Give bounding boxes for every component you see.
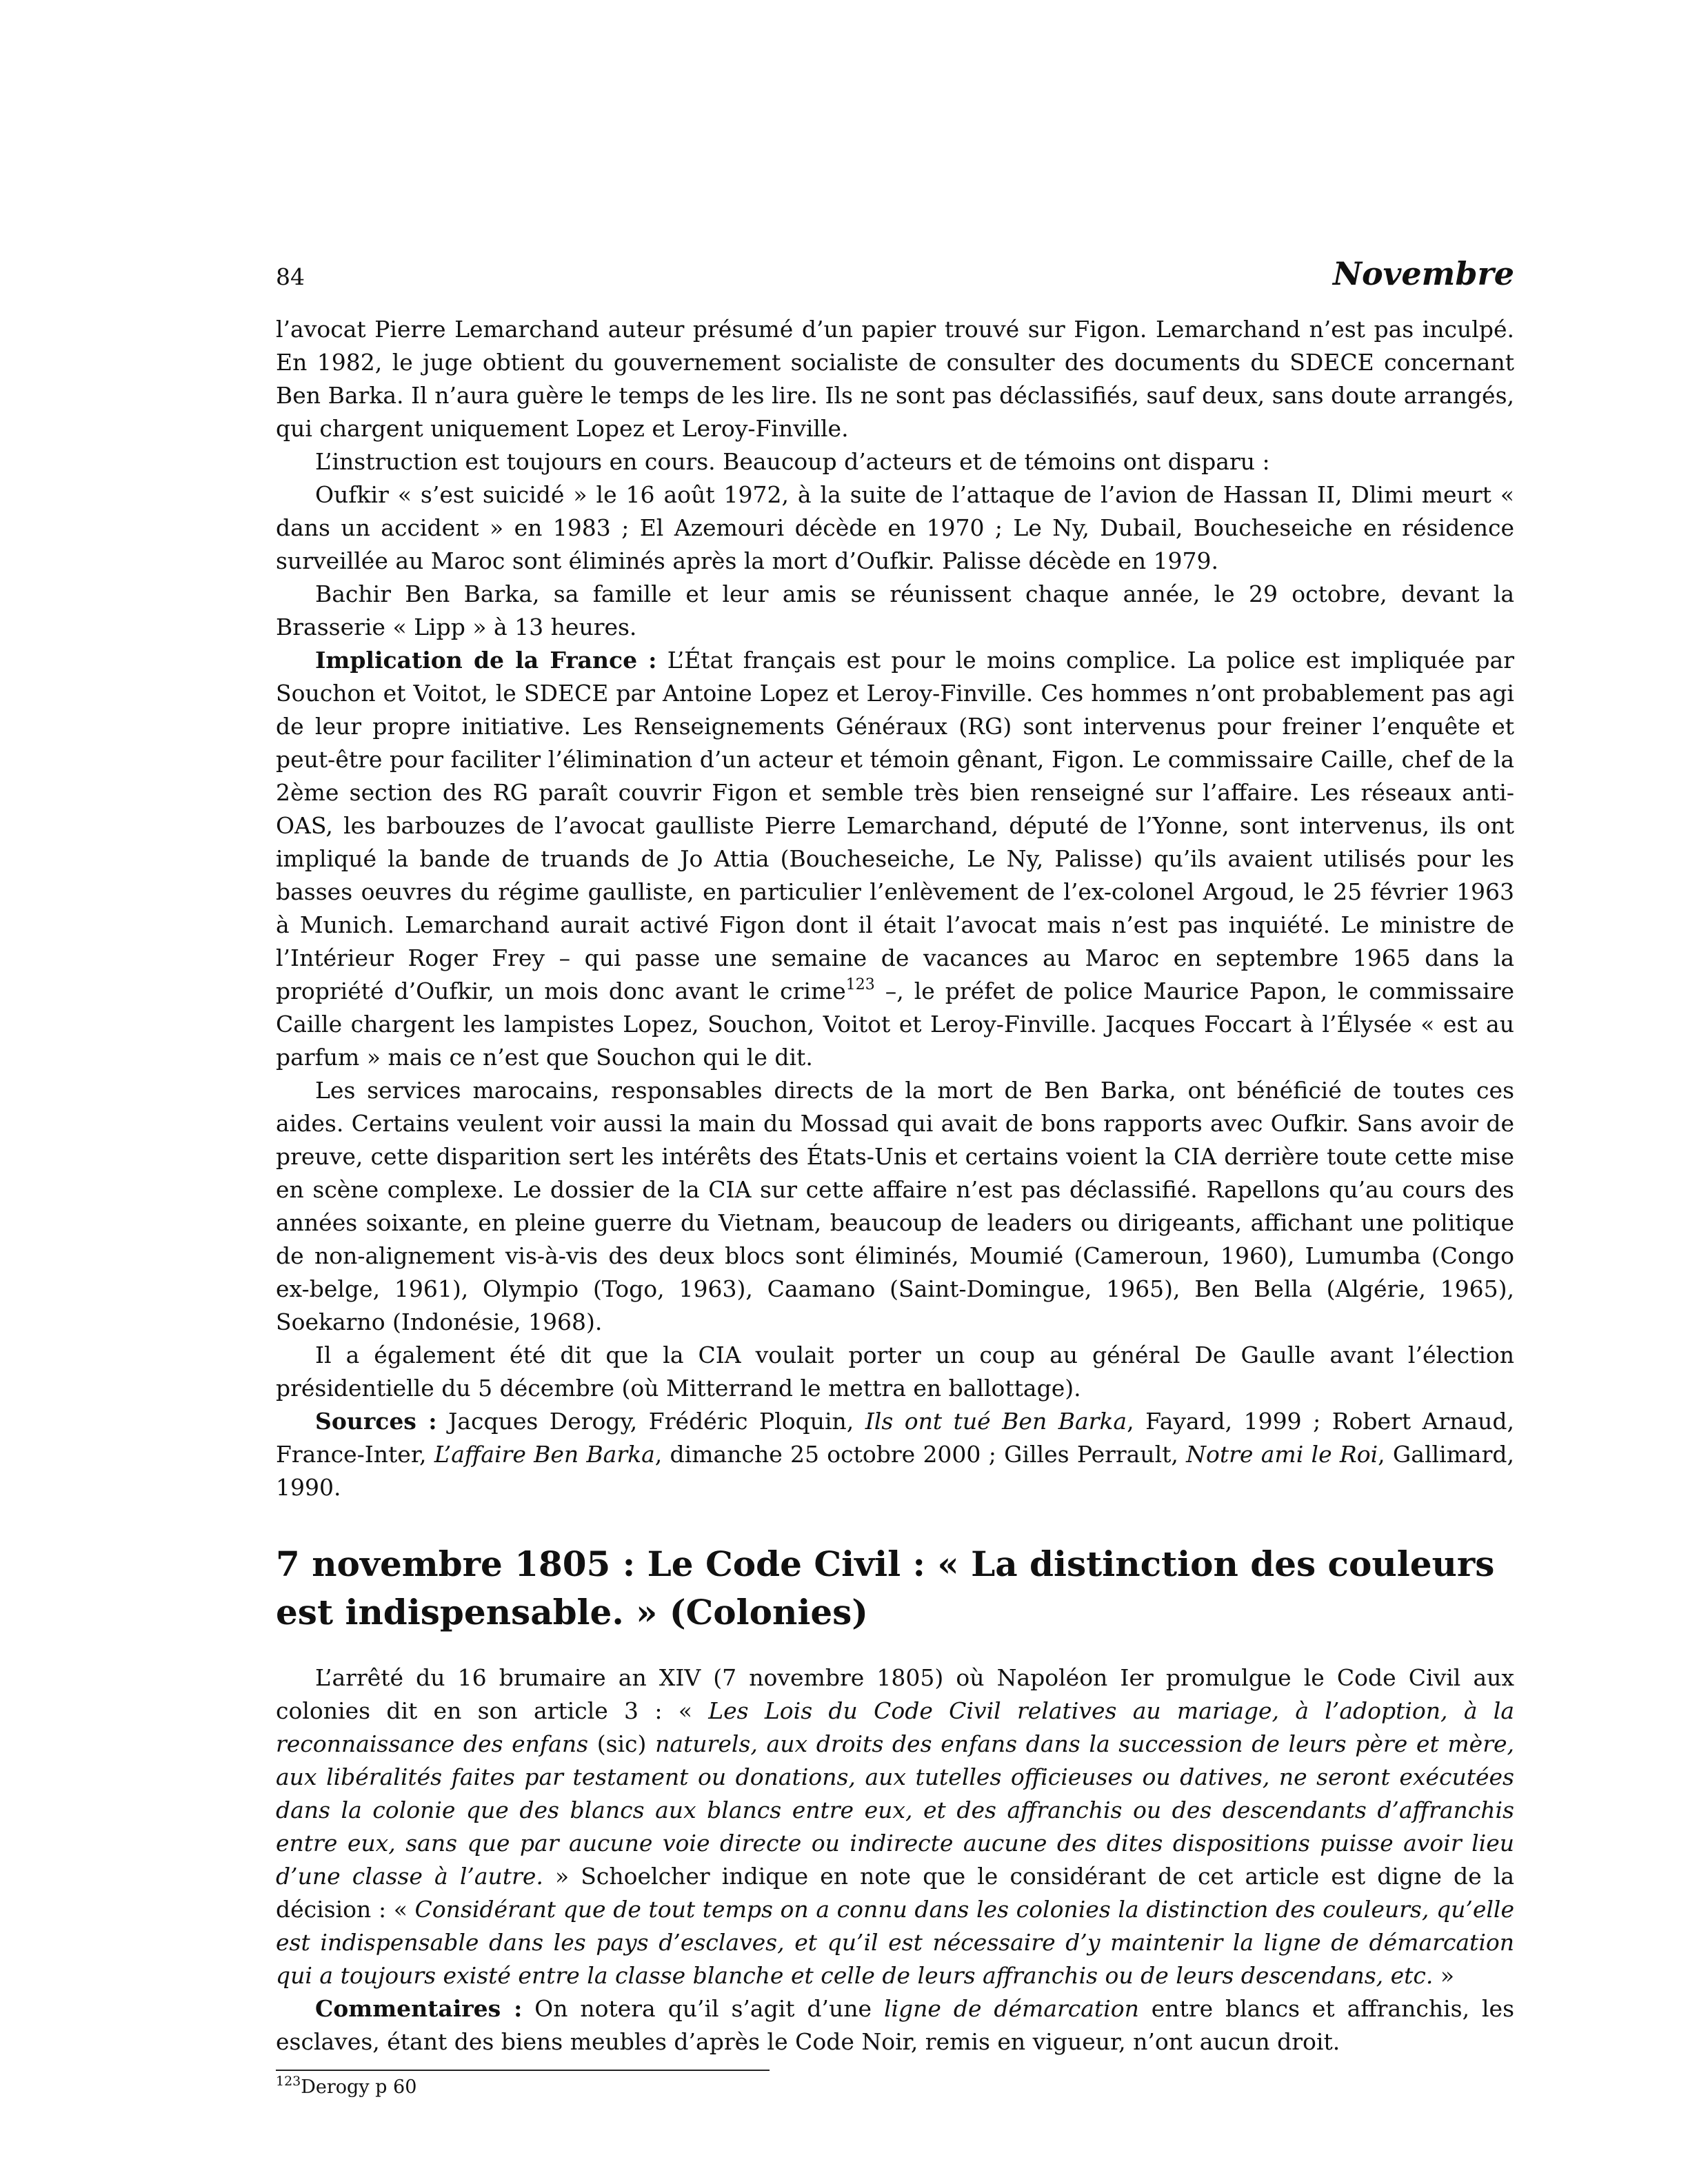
body-text bbox=[276, 313, 1514, 1504]
sources-text: , Gallimard, 1990. bbox=[276, 1441, 1514, 1501]
text-column bbox=[276, 255, 1514, 2059]
paragraph-text: entre blancs et affranchis, les esclaves, étant des biens meubles d’après le Code Noir, remis en vigueur, n’ont aucun droit. bbox=[276, 1995, 1515, 2055]
section-body bbox=[276, 1661, 1514, 2059]
sources-text: , dimanche 25 octobre 2000 ; Gilles Perrault, bbox=[654, 1441, 1187, 1468]
footnote bbox=[276, 2075, 1514, 2100]
paragraph-text: » bbox=[1433, 1962, 1455, 1989]
footnote-ref[interactable]: 123 bbox=[845, 976, 875, 993]
paragraph: l’avocat Pierre Lemarchand auteur présumé d’un papier trouvé sur Figon. Lemarchand n’est pas inculpé. En 1982, le juge obtient du gouvernement socialiste de consulter des documents du SDECE concernant Ben Barka. Il n’aura guère le temps de les lire. Ils ne sont pas déclassifiés, sauf deux, sans doute arrangés, qui chargent uniquement Lopez et Leroy-Finville. bbox=[276, 316, 1514, 442]
quoted-text: Les Lois du Code Civil relatives au mariage, à l’adoption, à la reconnaissance des enfans bbox=[276, 1697, 1515, 1757]
paragraph: Les services marocains, responsables directs de la mort de Ben Barka, ont bénéficié de toutes ces aides. Certains veulent voir aussi la main du Mossad qui avait de bons rapports avec Oufkir. Sans avoir de preuve, cette disparition sert les intérêts des États-Unis et certains voient la CIA derrière toute cette mise en scène complexe. Le dossier de la CIA sur cette affaire n’est pas déclassifié. Rapellons qu’au cours des années soixante, en pleine guerre du Vietnam, beaucoup de leaders ou dirigeants, affichant une politique de non-alignement vis-à-vis des deux blocs sont éliminés, Moumié (Cameroun, 1960), Lumumba (Congo ex-belge, 1961), Olympio (Togo, 1963), Caamano (Saint-Domingue, 1965), Ben Bella (Algérie, 1965), Soekarno (Indonésie, 1968). bbox=[276, 1077, 1514, 1335]
paragraph-implication bbox=[276, 644, 1514, 1074]
paragraph-text: L’État français est pour le moins complice. La police est impliquée par Souchon et Voitot, le SDECE par Antoine Lopez et Leroy-Finville. Ces hommes n’ont probablement pas agi de leur propre initiative. Les Renseignements Généraux (RG) sont intervenus pour freiner l’enquête et peut-être pour faciliter l’élimination d’un acteur et témoin gênant, Figon. Le commissaire Caille, chef de la 2ème section des RG paraît couvrir Figon et semble très bien renseigné sur l’affaire. Les réseaux anti-OAS, les barbouzes de l’avocat gaulliste Pierre Lemarchand, député de l’Yonne, sont intervenus, ils ont impliqué la bande de truands de Jo Attia (Boucheseiche, Le Ny, Palisse) qu’ils avaient utilisés pour les basses oeuvres du régime gaulliste, en particulier l’enlèvement de l’ex-colonel Argoud, le 25 février 1963 à Munich. Lemarchand aurait activé Figon dont il était l’avocat mais n’est pas inquiété. Le ministre de l’Intérieur Roger Frey – qui passe une semaine de vacances au Maroc en septembre 1965 dans la propriété d’Oufkir, un mois donc avant le crime bbox=[276, 647, 1514, 1004]
paragraph: Bachir Ben Barka, sa famille et leur amis se réunissent chaque année, le 29 octobre, devant la Brasserie « Lipp » à 13 heures. bbox=[276, 580, 1514, 640]
footnote-area bbox=[276, 2070, 1514, 2100]
sources-text: Jacques Derogy, Frédéric Ploquin, bbox=[436, 1408, 865, 1435]
paragraph-commentaires bbox=[276, 1992, 1514, 2059]
paragraph-text: (sic) bbox=[588, 1730, 656, 1757]
paragraph-lead: Commentaires : bbox=[315, 1995, 523, 2022]
footnote-number: 123 bbox=[276, 2074, 301, 2089]
paragraph-lead: Implication de la France : bbox=[315, 647, 657, 674]
paragraph: Oufkir « s’est suicidé » le 16 août 1972, à la suite de l’attaque de l’avion de Hassan II, Dlimi meurt « dans un accident » en 1983 ; El Azemouri décède en 1970 ; Le Ny, Dubail, Boucheseiche en résidence surveillée au Maroc sont éliminés après la mort d’Oufkir. Palisse décède en 1979. bbox=[276, 481, 1514, 574]
paragraph: L’instruction est toujours en cours. Beaucoup d’acteurs et de témoins ont disparu : bbox=[315, 448, 1270, 475]
sources-paragraph bbox=[276, 1405, 1514, 1504]
paragraph-text: » Schoelcher indique en note que le considérant de cet article est digne de la décision : « bbox=[276, 1863, 1514, 1923]
chapter-title: Novembre bbox=[1332, 255, 1514, 292]
quoted-text: Considérant que de tout temps on a connu dans les colonies la distinction des couleurs, qu’elle est indispensable dans les pays d’esclaves, et qu’il est nécessaire d’y maintenir la ligne de démarcation qui a toujours existé entre la classe blanche et celle de leurs affranchis ou de leurs descendans, etc. bbox=[276, 1896, 1515, 1989]
paragraph-text: –, le préfet de police Maurice Papon, le commissaire Caille chargent les lampistes Lopez, Souchon, Voitot et Leroy-Finville. Jacques Foccart à l’Élysée « est au parfum » mais ce n’est que Souchon qui le dit. bbox=[276, 978, 1514, 1071]
running-header bbox=[276, 255, 1514, 294]
sources-text: , Fayard, 1999 ; Robert Arnaud, France-Inter, bbox=[276, 1408, 1514, 1468]
paragraph: Il a également été dit que la CIA voulait porter un coup au général De Gaulle avant l’élection présidentielle du 5 décembre (où Mitterrand le mettra en ballottage). bbox=[276, 1342, 1514, 1402]
paragraph-text: On notera qu’il s’agit d’une bbox=[522, 1995, 884, 2022]
program-title: L’affaire Ben Barka bbox=[434, 1441, 655, 1468]
paragraph-text: L’arrêté du 16 brumaire an XIV (7 novembre 1805) où Napoléon Ier promulgue le Code Civil aux colonies dit en son article 3 : « bbox=[276, 1664, 1514, 1724]
footnote-text: Derogy p 60 bbox=[301, 2076, 417, 2098]
paragraph-code-civil bbox=[276, 1661, 1514, 1992]
sources-lead: Sources : bbox=[315, 1408, 437, 1435]
page-number: 84 bbox=[276, 263, 305, 290]
section-heading: 7 novembre 1805 : Le Code Civil : « La distinction des couleurs est indispensable. » (Colonies) bbox=[276, 1544, 1495, 1632]
footnote-rule bbox=[276, 2070, 770, 2071]
book-title: Notre ami le Roi bbox=[1186, 1441, 1378, 1468]
quoted-text: naturels, aux droits des enfans dans la succession de leurs père et mère, aux libéralités faites par testament ou donations, aux tutelles officieuses ou datives, ne seront exécutées dans la colonie que des blancs aux blancs entre eux, et des affranchis ou des descendants d’affranchis entre eux, sans que par aucune voie directe ou indirecte aucune des dites dispositions puisse avoir lieu d’une classe à l’autre. bbox=[276, 1730, 1514, 1890]
book-title: Ils ont tué Ben Barka bbox=[865, 1408, 1127, 1435]
emphasis-text: ligne de démarcation bbox=[883, 1995, 1139, 2022]
